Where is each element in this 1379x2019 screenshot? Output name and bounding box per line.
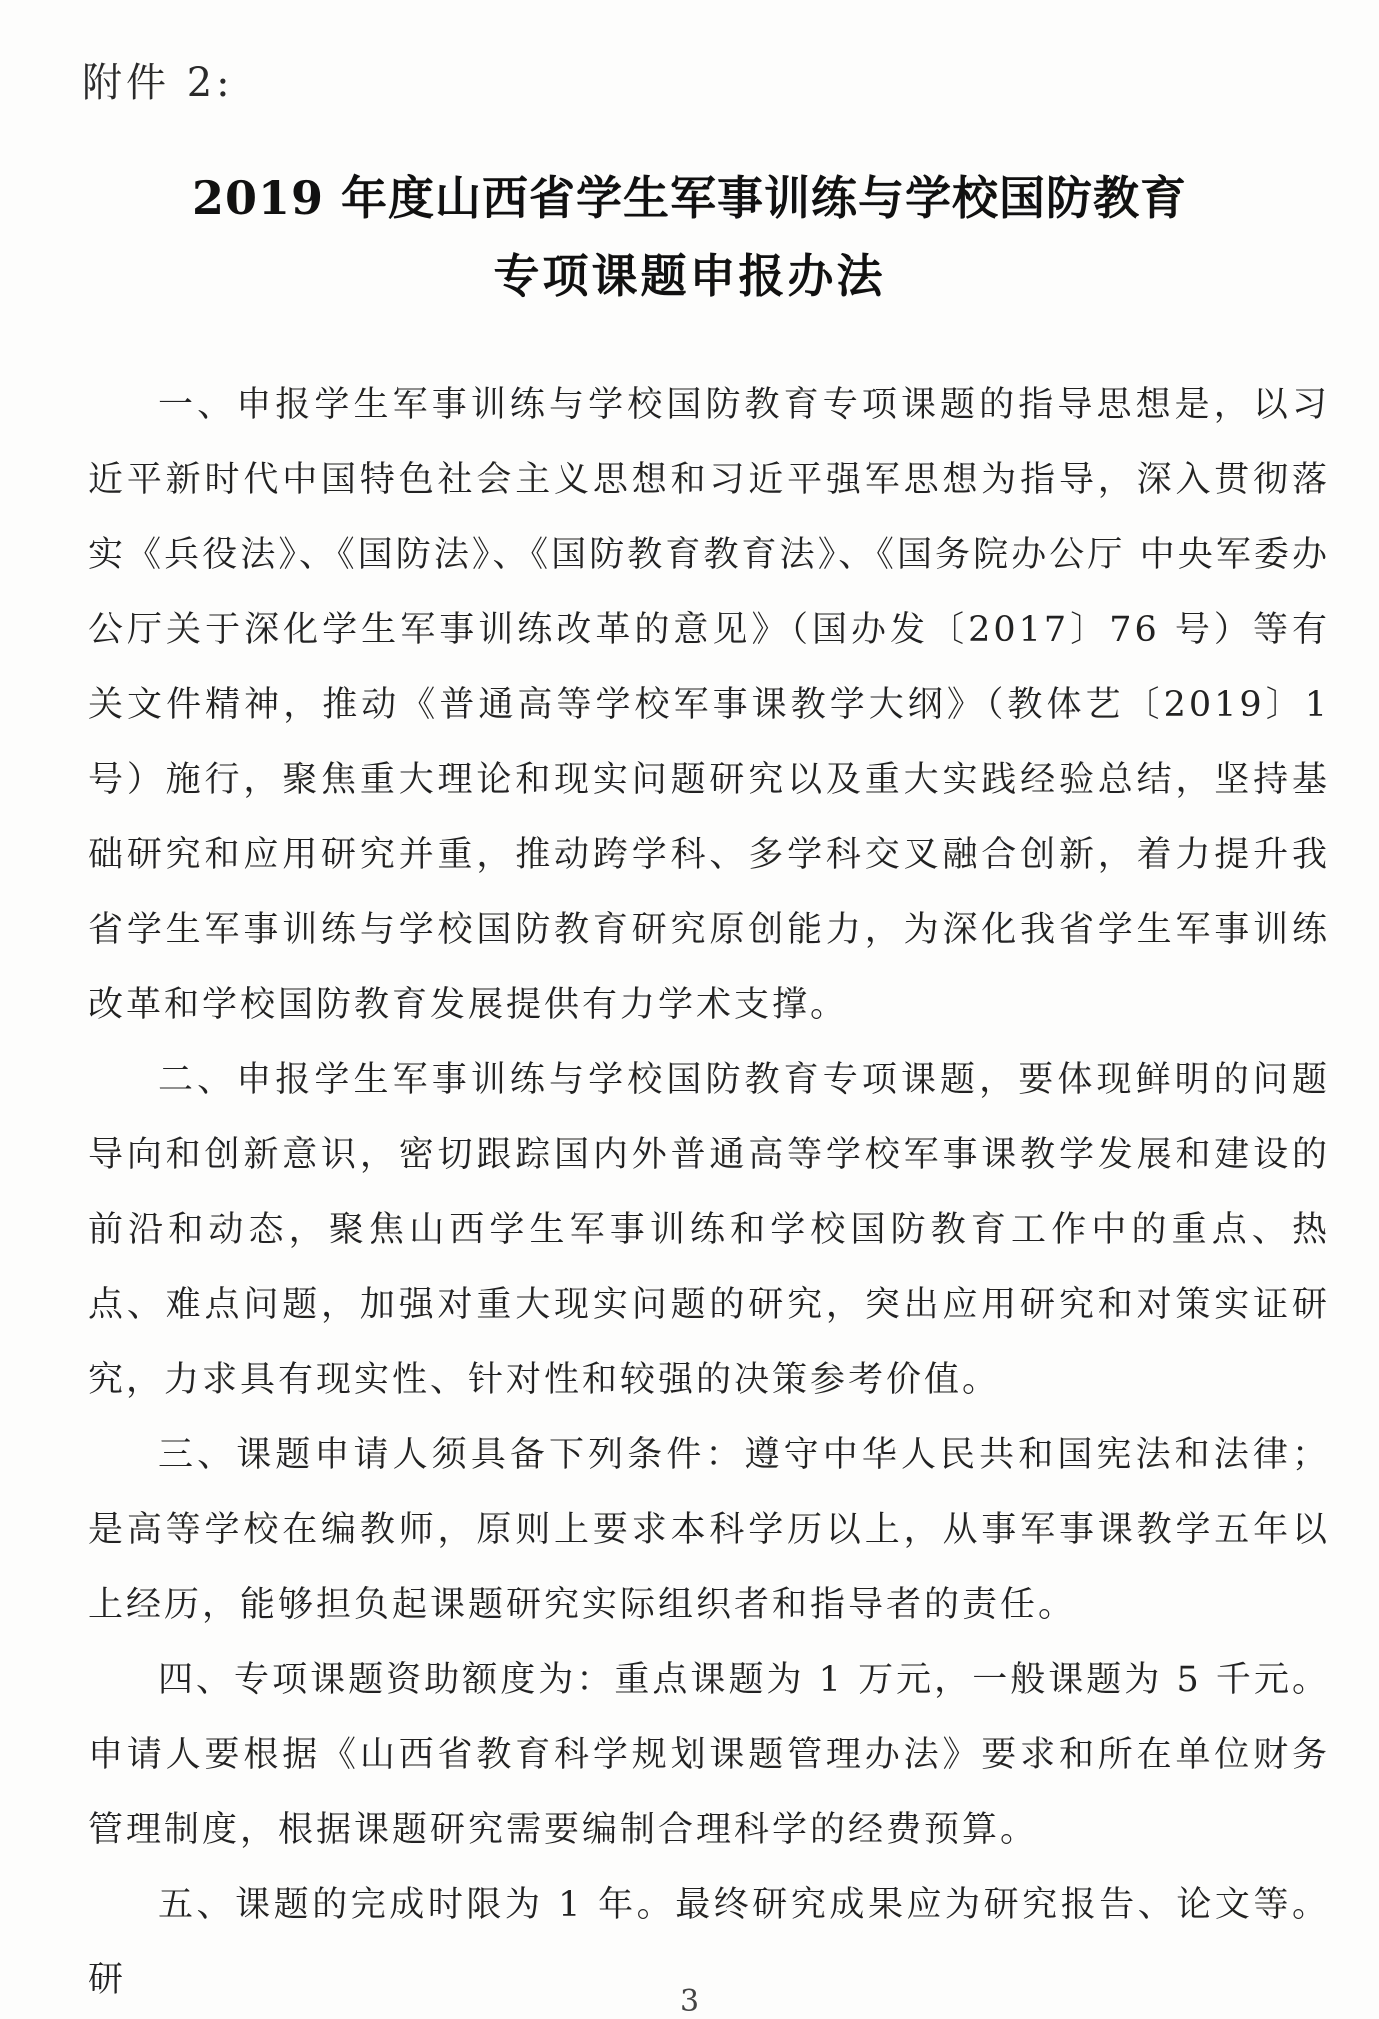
document-body (88, 368, 1330, 2018)
paragraph-completion-time: 五、课题的完成时限为 1 年。最终研究成果应为研究报告、论文等。研 (88, 1885, 1330, 2000)
page-number: 3 (679, 1984, 700, 2019)
document-title-line-2: 专项课题申报办法 (493, 249, 886, 303)
paragraph-applicant-conditions: 三、课题申请人须具备下列条件：遵守中华人民共和国宪法和法律；是高等学校在编教师，原则上要求本科学历以上，从事军事课教学五年以上经历，能够担负起课题研究实际组织者和指导者的责任。 (88, 1435, 1330, 1625)
attachment-label: 附件 2: (82, 60, 234, 106)
paragraph-application-requirements: 二、申报学生军事训练与学校国防教育专项课题，要体现鲜明的问题导向和创新意识，密切跟踪国内外普通高等学校军事课教学发展和建设的前沿和动态，聚焦山西学生军事训练和学校国防教育工作中的重点、热点、难点问题，加强对重大现实问题的研究，突出应用研究和对策实证研究，力求具有现实性、针对性和较强的决策参考价值。 (88, 1060, 1330, 1400)
paragraph-guiding-principle: 一、申报学生军事训练与学校国防教育专项课题的指导思想是，以习近平新时代中国特色社会主义思想和习近平强军思想为指导，深入贯彻落实《兵役法》、《国防法》、《国防教育教育法》、《国务院办公厅 中央军委办公厅关于深化学生军事训练改革的意见》（国办发〔2017〕76 号）等有关文件精神，推动《普通高等学校军事课教学大纲》（教体艺〔2019〕1 号）施行，聚焦重大理论和现实问题研究以及重大实践经验总结，坚持基础研究和应用研究并重，推动跨学科、多学科交叉融合创新，着力提升我省学生军事训练与学校国防教育研究原创能力，为深化我省学生军事训练改革和学校国防教育发展提供有力学术支撑。 (88, 385, 1330, 1025)
document-title-line-1: 2019 年度山西省学生军事训练与学校国防教育 (191, 171, 1188, 225)
paragraph-funding: 四、专项课题资助额度为：重点课题为 1 万元，一般课题为 5 千元。申请人要根据《山西省教育科学规划课题管理办法》要求和所在单位财务管理制度，根据课题研究需要编制合理科学的经费预算。 (88, 1660, 1330, 1850)
